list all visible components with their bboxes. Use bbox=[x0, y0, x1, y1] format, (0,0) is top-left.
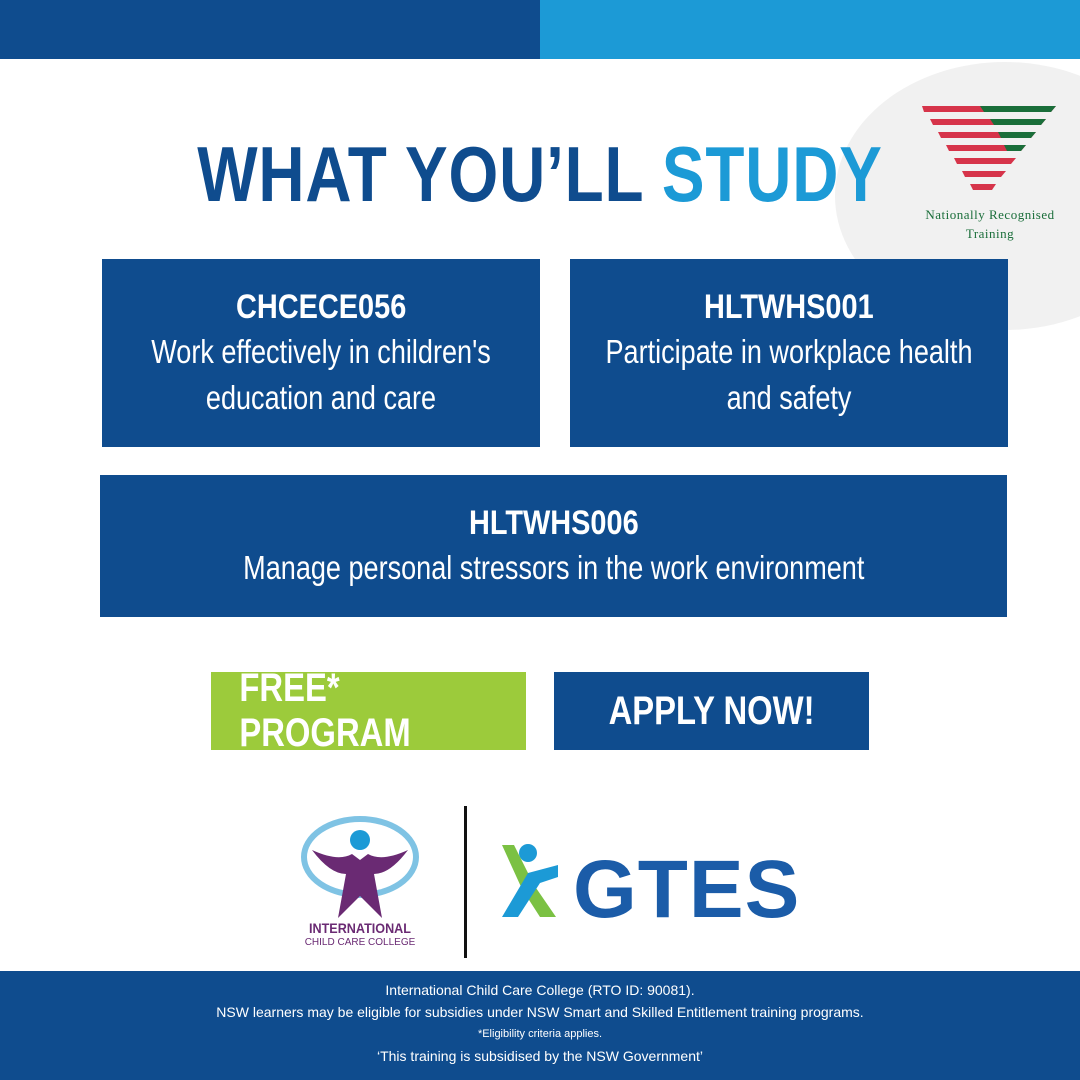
footer-line-4: ‘This training is subsidised by the NSW Government’ bbox=[376, 1048, 704, 1064]
title-part1: WHAT YOU’LL bbox=[197, 130, 662, 218]
top-bar-light bbox=[540, 0, 1080, 59]
apply-now-label: APPLY NOW! bbox=[608, 688, 815, 733]
footer bbox=[0, 971, 1080, 1080]
icc-name-line1: INTERNATIONAL bbox=[309, 920, 411, 936]
footer-line-1: International Child Care College (RTO ID: 90081). bbox=[385, 982, 695, 998]
apply-now-button[interactable] bbox=[554, 672, 869, 750]
unit-code: CHCECE056 bbox=[235, 288, 407, 326]
logo-divider bbox=[464, 806, 467, 958]
gtes-logo-text: GTES bbox=[573, 844, 801, 935]
nrt-line2: Training bbox=[965, 226, 1015, 241]
unit-description: Manage personal stressors in the work environment bbox=[242, 549, 865, 586]
footer-line-2: NSW learners may be eligible for subsidies under NSW Smart and Skilled Entitlement training programs. bbox=[216, 1004, 864, 1020]
title-part2: STUDY bbox=[661, 130, 883, 218]
gtes-figure-icon bbox=[500, 843, 560, 918]
icc-logo-icon bbox=[298, 812, 422, 920]
unit-code: HLTWHS001 bbox=[704, 288, 874, 326]
footer-line-3: *Eligibility criteria applies. bbox=[477, 1028, 603, 1040]
free-program-button[interactable] bbox=[211, 666, 526, 755]
unit-code: HLTWHS006 bbox=[468, 504, 639, 542]
page-title bbox=[97, 128, 983, 220]
unit-description: Participate in workplace health and safety bbox=[605, 333, 973, 416]
free-program-label: FREE* PROGRAM bbox=[239, 666, 411, 755]
icc-name-line2: CHILD CARE COLLEGE bbox=[304, 937, 416, 948]
unit-card-3 bbox=[100, 475, 1007, 617]
top-bar-dark bbox=[0, 0, 540, 59]
unit-description: Work effectively in children's education and care bbox=[151, 333, 491, 416]
unit-card-2 bbox=[570, 259, 1008, 447]
unit-card-1 bbox=[102, 259, 540, 447]
nrt-line1: Nationally Recognised bbox=[925, 207, 1055, 222]
